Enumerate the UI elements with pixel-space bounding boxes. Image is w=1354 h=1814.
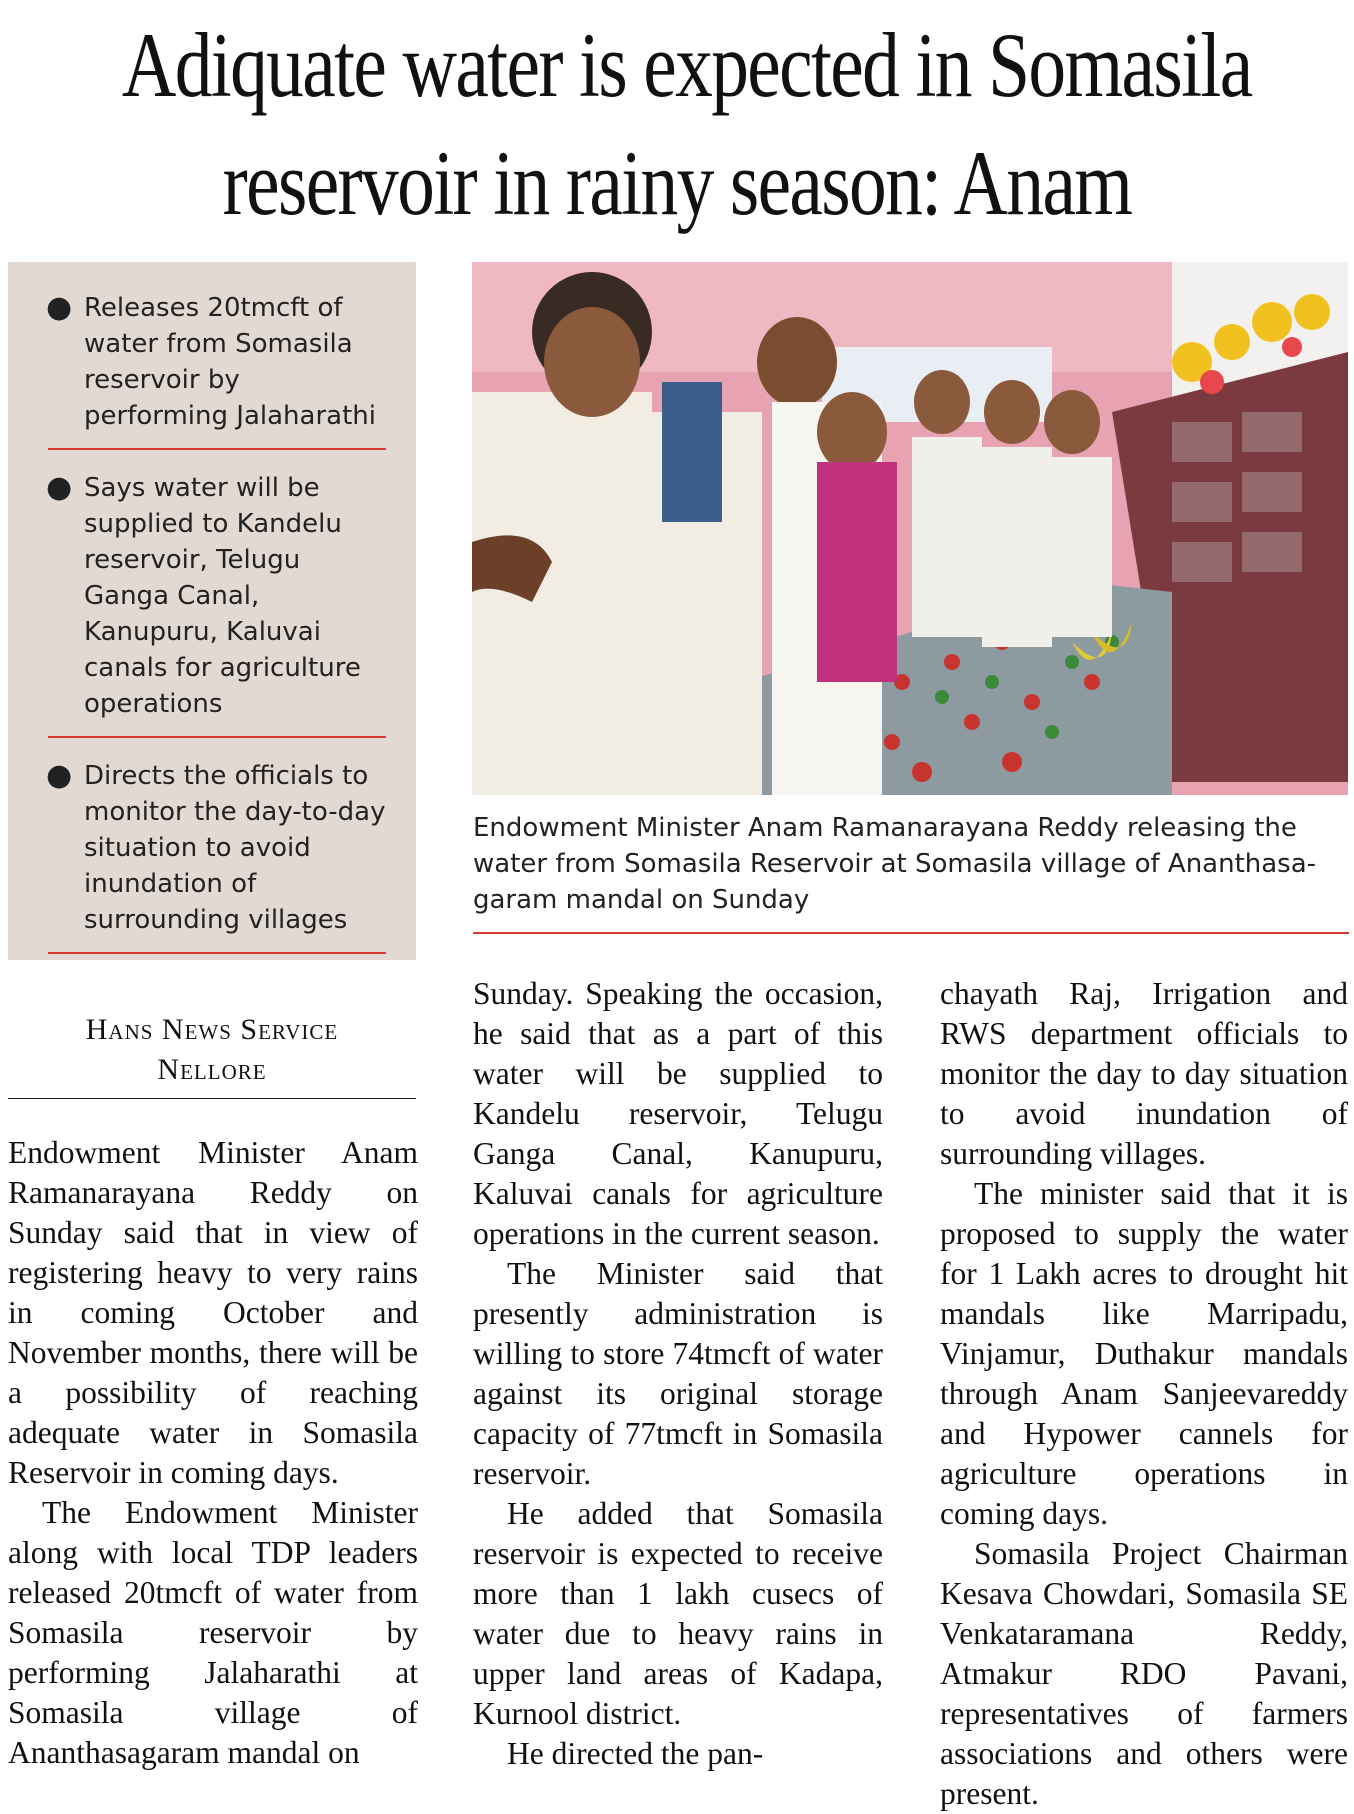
article-paragraph: He added that Somasila reservoir is expected to receive more than 1 lakh cusecs of water due to heavy rains in upper land areas of Kadapa, Kurnool district. — [473, 1496, 883, 1731]
highlight-text: Releases 20tmcft of water from Somasila reservoir by performing Jalaharathi — [84, 293, 376, 431]
byline — [8, 1010, 416, 1099]
highlight-text: Directs the officials to monitor the day-to-day situation to avoid inundation of surrounding villages — [84, 761, 386, 935]
article-column-3 — [940, 974, 1348, 1814]
bullet-icon: ● — [46, 290, 73, 325]
highlight-text: Says water will be supplied to Kandelu reservoir, Telugu Ganga Canal, Kanupuru, Kaluvai canals for agriculture operations — [84, 473, 361, 719]
bullet-icon: ● — [46, 470, 73, 505]
article-paragraph: The Endowment Minister along with local TDP leaders released 20tmcft of water from Somasila reservoir by performing Jalaharathi at Somasila village of Ananthasagaram mandal on — [8, 1495, 418, 1770]
article-column-1 — [8, 1133, 418, 1773]
photo-illustration — [472, 262, 1348, 795]
news-photo — [472, 262, 1348, 795]
headline-line-1: Adiquate water is expected in Somasila — [121, 14, 1252, 116]
headline-line-2: reservoir in rainy season: Anam — [222, 132, 1132, 234]
highlight-item — [40, 470, 386, 738]
bullet-icon: ● — [46, 758, 73, 793]
article-paragraph: The minister said that it is proposed to supply the water for 1 Lakh acres to drought hit mandals like Marripadu, Vinjamur, Duthakur mandals through Anam Sanjeevareddy and Hypower cannels for agriculture operations in coming days. — [940, 1176, 1348, 1531]
byline-service: Hans News Service — [85, 1013, 339, 1046]
highlight-item — [40, 290, 386, 450]
article-paragraph: The Minister said that presently administration is willing to store 74tmcft of water against its original storage capacity of 77tmcft in Somasila reservoir. — [473, 1256, 883, 1491]
article-paragraph: Endowment Minister Anam Ramanarayana Reddy on Sunday said that in view of registering heavy to very rains in coming October and November months, there will be a possibility of reaching adequate water in Somasila Reservoir in coming days. — [8, 1135, 418, 1490]
headline — [121, 0, 1252, 242]
photo-caption: Endowment Minister Anam Ramanarayana Reddy releasing the water from Somasila Reservoir at Somasila village of Ananthasa-garam mandal on Sunday — [473, 810, 1349, 934]
article-paragraph: Somasila Project Chairman Kesava Chowdari, Somasila SE Venkataramana Reddy, Atmakur RDO Pavani, representatives of farmers associations and others were present. — [940, 1536, 1348, 1811]
highlight-item — [40, 758, 386, 954]
byline-location: Nellore — [157, 1053, 267, 1086]
article-paragraph: He directed the pan- — [507, 1736, 764, 1771]
highlights-box — [8, 262, 416, 960]
article-paragraph: chayath Raj, Irrigation and RWS department officials to monitor the day to day situation to avoid inundation of surrounding villages. — [940, 976, 1348, 1171]
article-paragraph: Sunday. Speaking the occasion, he said that as a part of this water will be supplied to Kandelu reservoir, Telugu Ganga Canal, Kanupuru, Kaluvai canals for agriculture operations in the current season. — [473, 976, 883, 1251]
article-column-2 — [473, 974, 883, 1774]
